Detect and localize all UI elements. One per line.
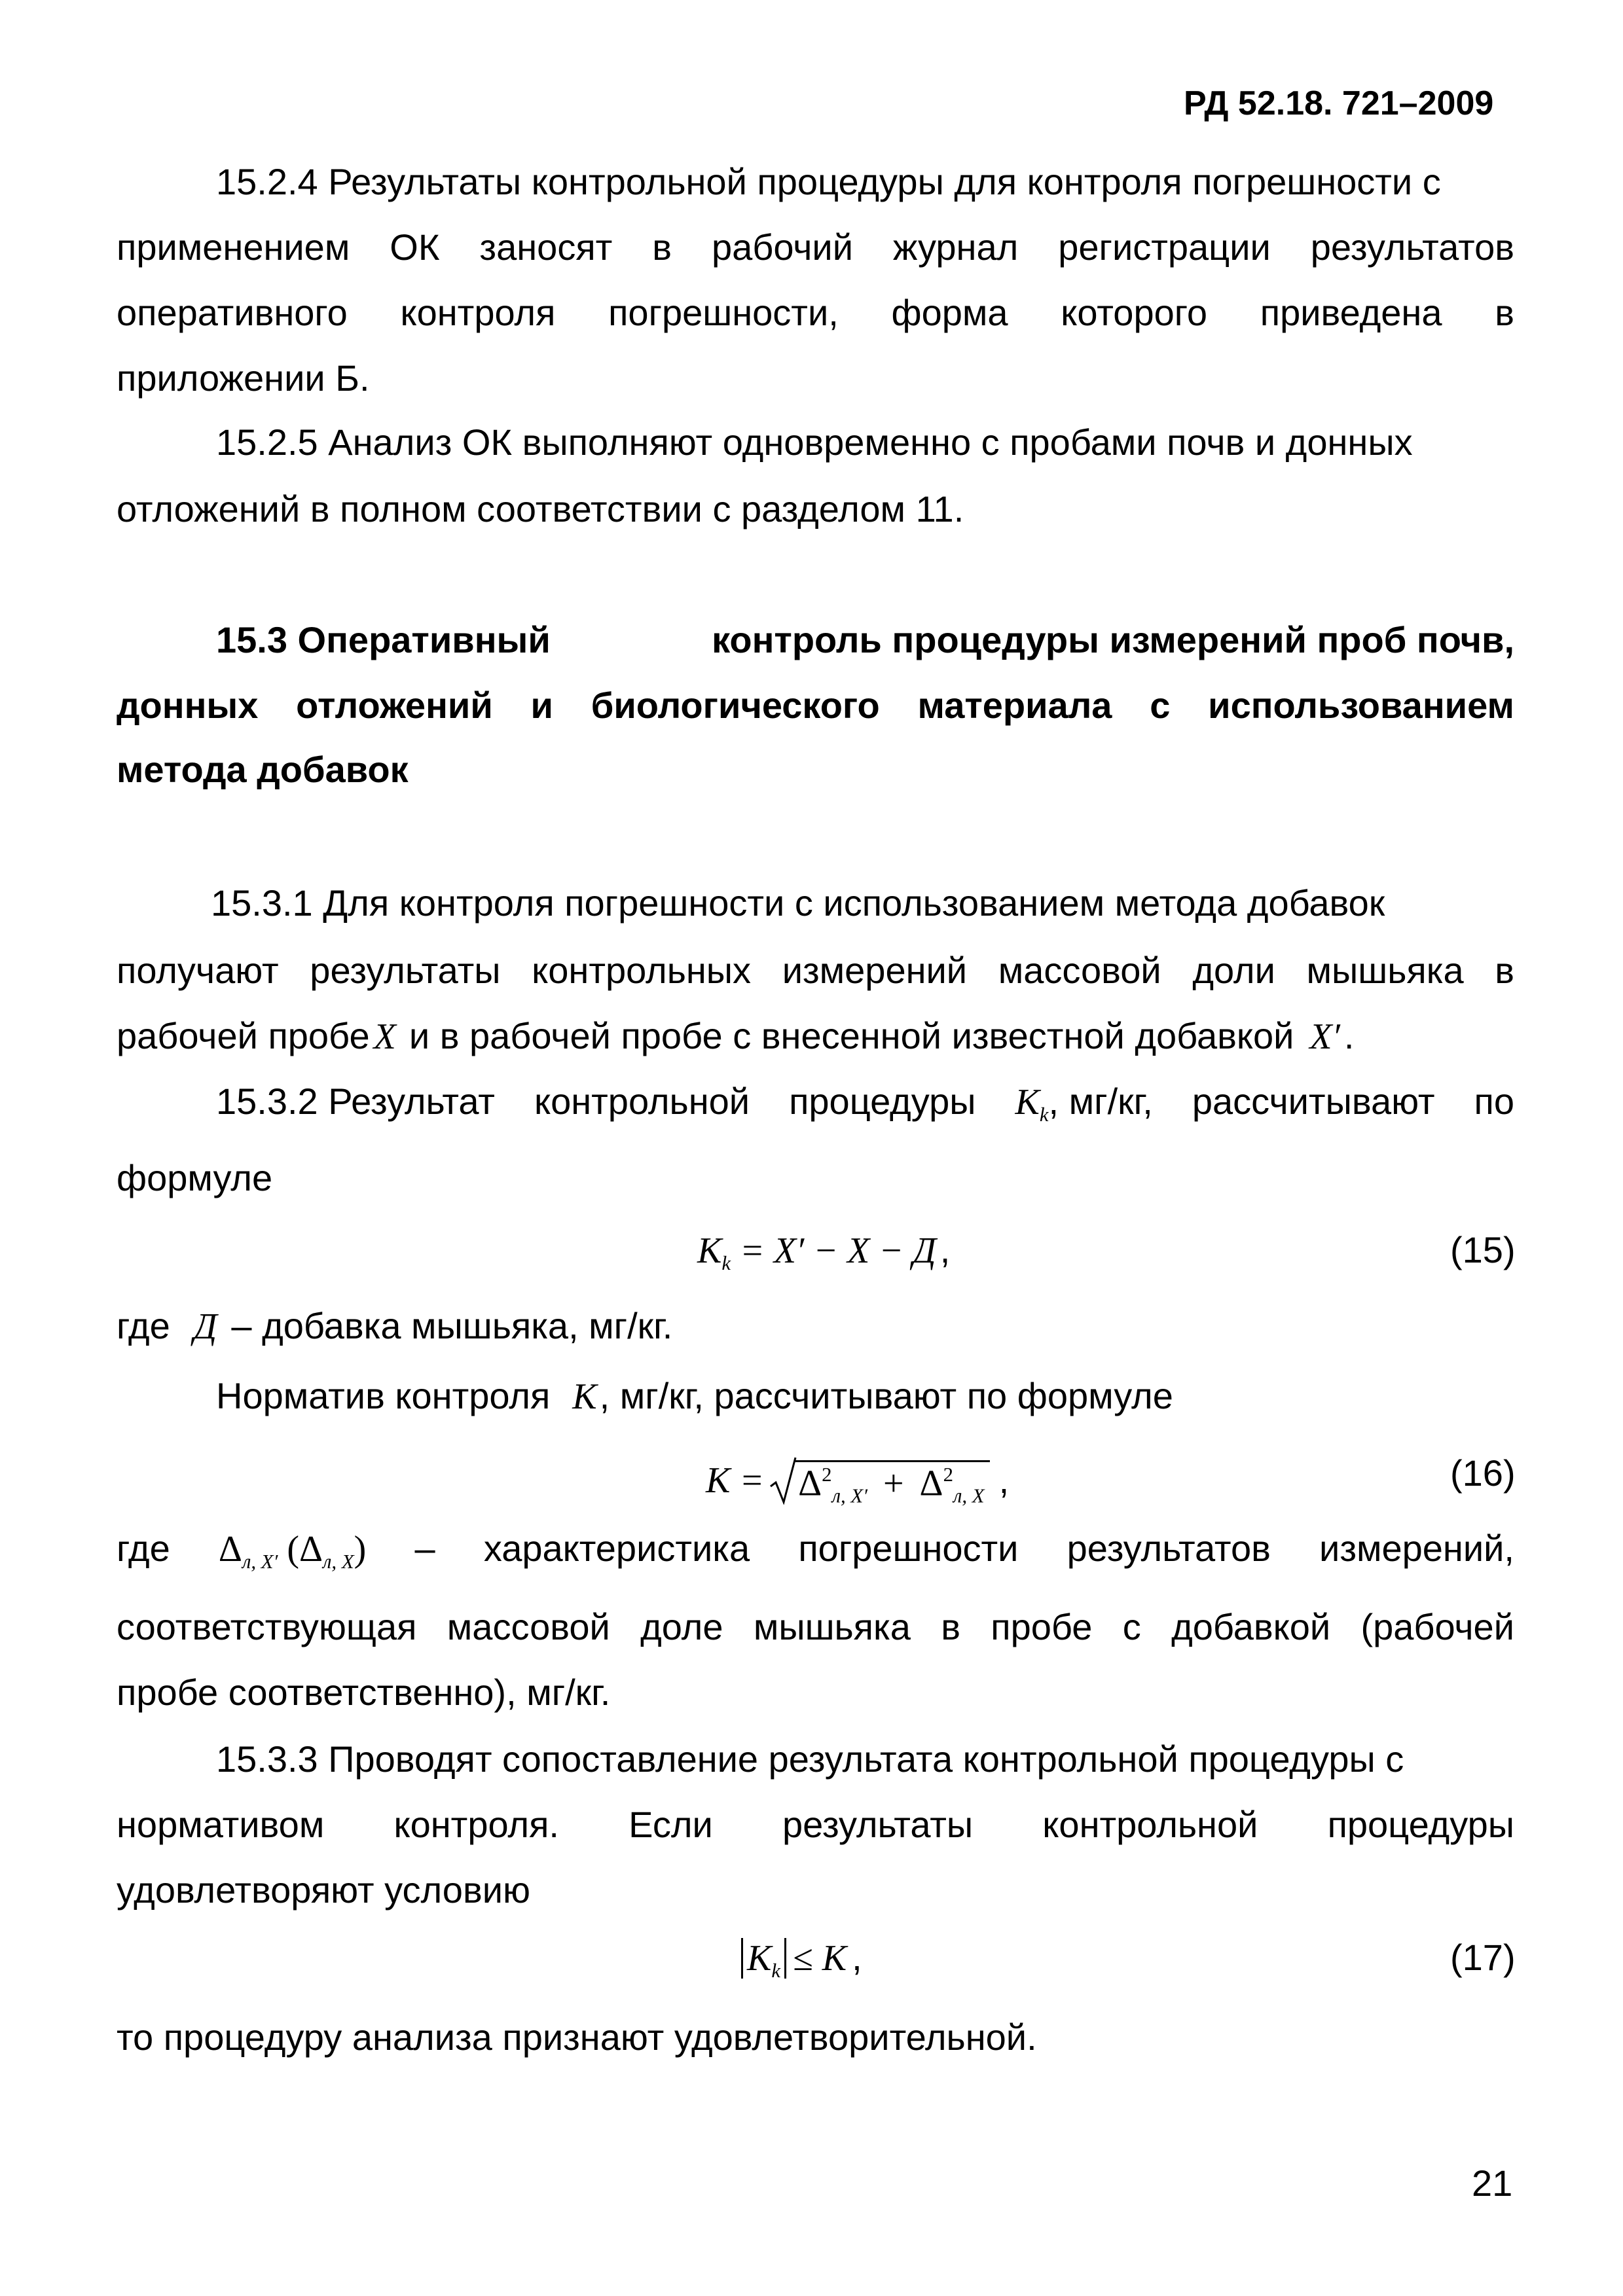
p1531-line2: получают результаты контрольных измерений массовой доли мышьяка в (117, 950, 1514, 991)
section-heading-line2: донных отложений и биологического материала с использованием (117, 685, 1514, 726)
p1532-line1: 15.3.2 Результат контрольной процедуры $K_k$, мг/кг, рассчитывают по (216, 1081, 1514, 1126)
formula-16-number: (16) (1450, 1452, 1516, 1494)
formula-15: $K_k = X' - X - Д$ , (697, 1229, 951, 1274)
var-x-prime: X′ (1309, 1016, 1340, 1057)
where-16-line2: соответствующая массовой доле мышьяка в пробе с добавкой (рабочей (117, 1606, 1514, 1647)
p1524-line3: оперативного контроля погрешности, форма которого приведена в (117, 292, 1514, 333)
formula-17-number: (17) (1450, 1937, 1516, 1978)
sqrt-symbol (769, 1456, 798, 1505)
document-id: РД 52.18. 721–2009 (1184, 84, 1494, 122)
normative-line: Норматив контроля K, мг/кг, рассчитывают по формуле (216, 1375, 1173, 1417)
p1533-line1: 15.3.3 Проводят сопоставление результата контрольной процедуры с (216, 1738, 1404, 1780)
p1532-line2: формуле (117, 1157, 273, 1198)
section-heading-line3: метода добавок (117, 749, 409, 790)
where-16-line3: пробе соответственно), мг/кг. (117, 1672, 611, 1713)
p1525-line1: 15.2.5 Анализ ОК выполняют одновременно с пробами почв и донных (216, 422, 1413, 463)
formula-17: $K_k \le K$ , (741, 1939, 862, 1981)
where-16-line1: где $\Delta_{л, X'}$ $(\Delta_{л, X})$ – характеристика погрешности результатов измерений, (117, 1528, 1514, 1573)
p1533-line3: удовлетворяют условию (117, 1869, 530, 1910)
p1525-line2: отложений в полном соответствии с разделом 11. (117, 488, 964, 529)
formula-16: K = $\Delta^2_{л, X'} + \Delta^2_{л, X}$ , (706, 1455, 1009, 1506)
p1524-line2: применением ОК заносят в рабочий журнал регистрации результатов (117, 226, 1514, 268)
conclusion-line: то процедуру анализа признают удовлетворительной. (117, 2017, 1037, 2058)
where-15: где Д – добавка мышьяка, мг/кг. (117, 1305, 673, 1347)
p1531-line3: рабочей пробе X и в рабочей пробе с внесенной известной добавкой X′ . (117, 1015, 1355, 1057)
page-number: 21 (1472, 2162, 1513, 2204)
var-x: X (373, 1016, 396, 1057)
p1531-line1: 15.3.1 Для контроля погрешности с использованием метода добавок (211, 882, 1385, 924)
p1533-line2: нормативом контроля. Если результаты контрольной процедуры (117, 1804, 1514, 1845)
var-kk: K (1015, 1082, 1040, 1122)
formula-15-number: (15) (1450, 1229, 1516, 1270)
section-heading-line1: 15.3 Оперативный контроль процедуры измерений проб почв, (216, 619, 1514, 660)
p1524-line1: 15.2.4 Результаты контрольной процедуры для контроля погрешности с (216, 161, 1441, 202)
p1524-line4: приложении Б. (117, 357, 370, 399)
